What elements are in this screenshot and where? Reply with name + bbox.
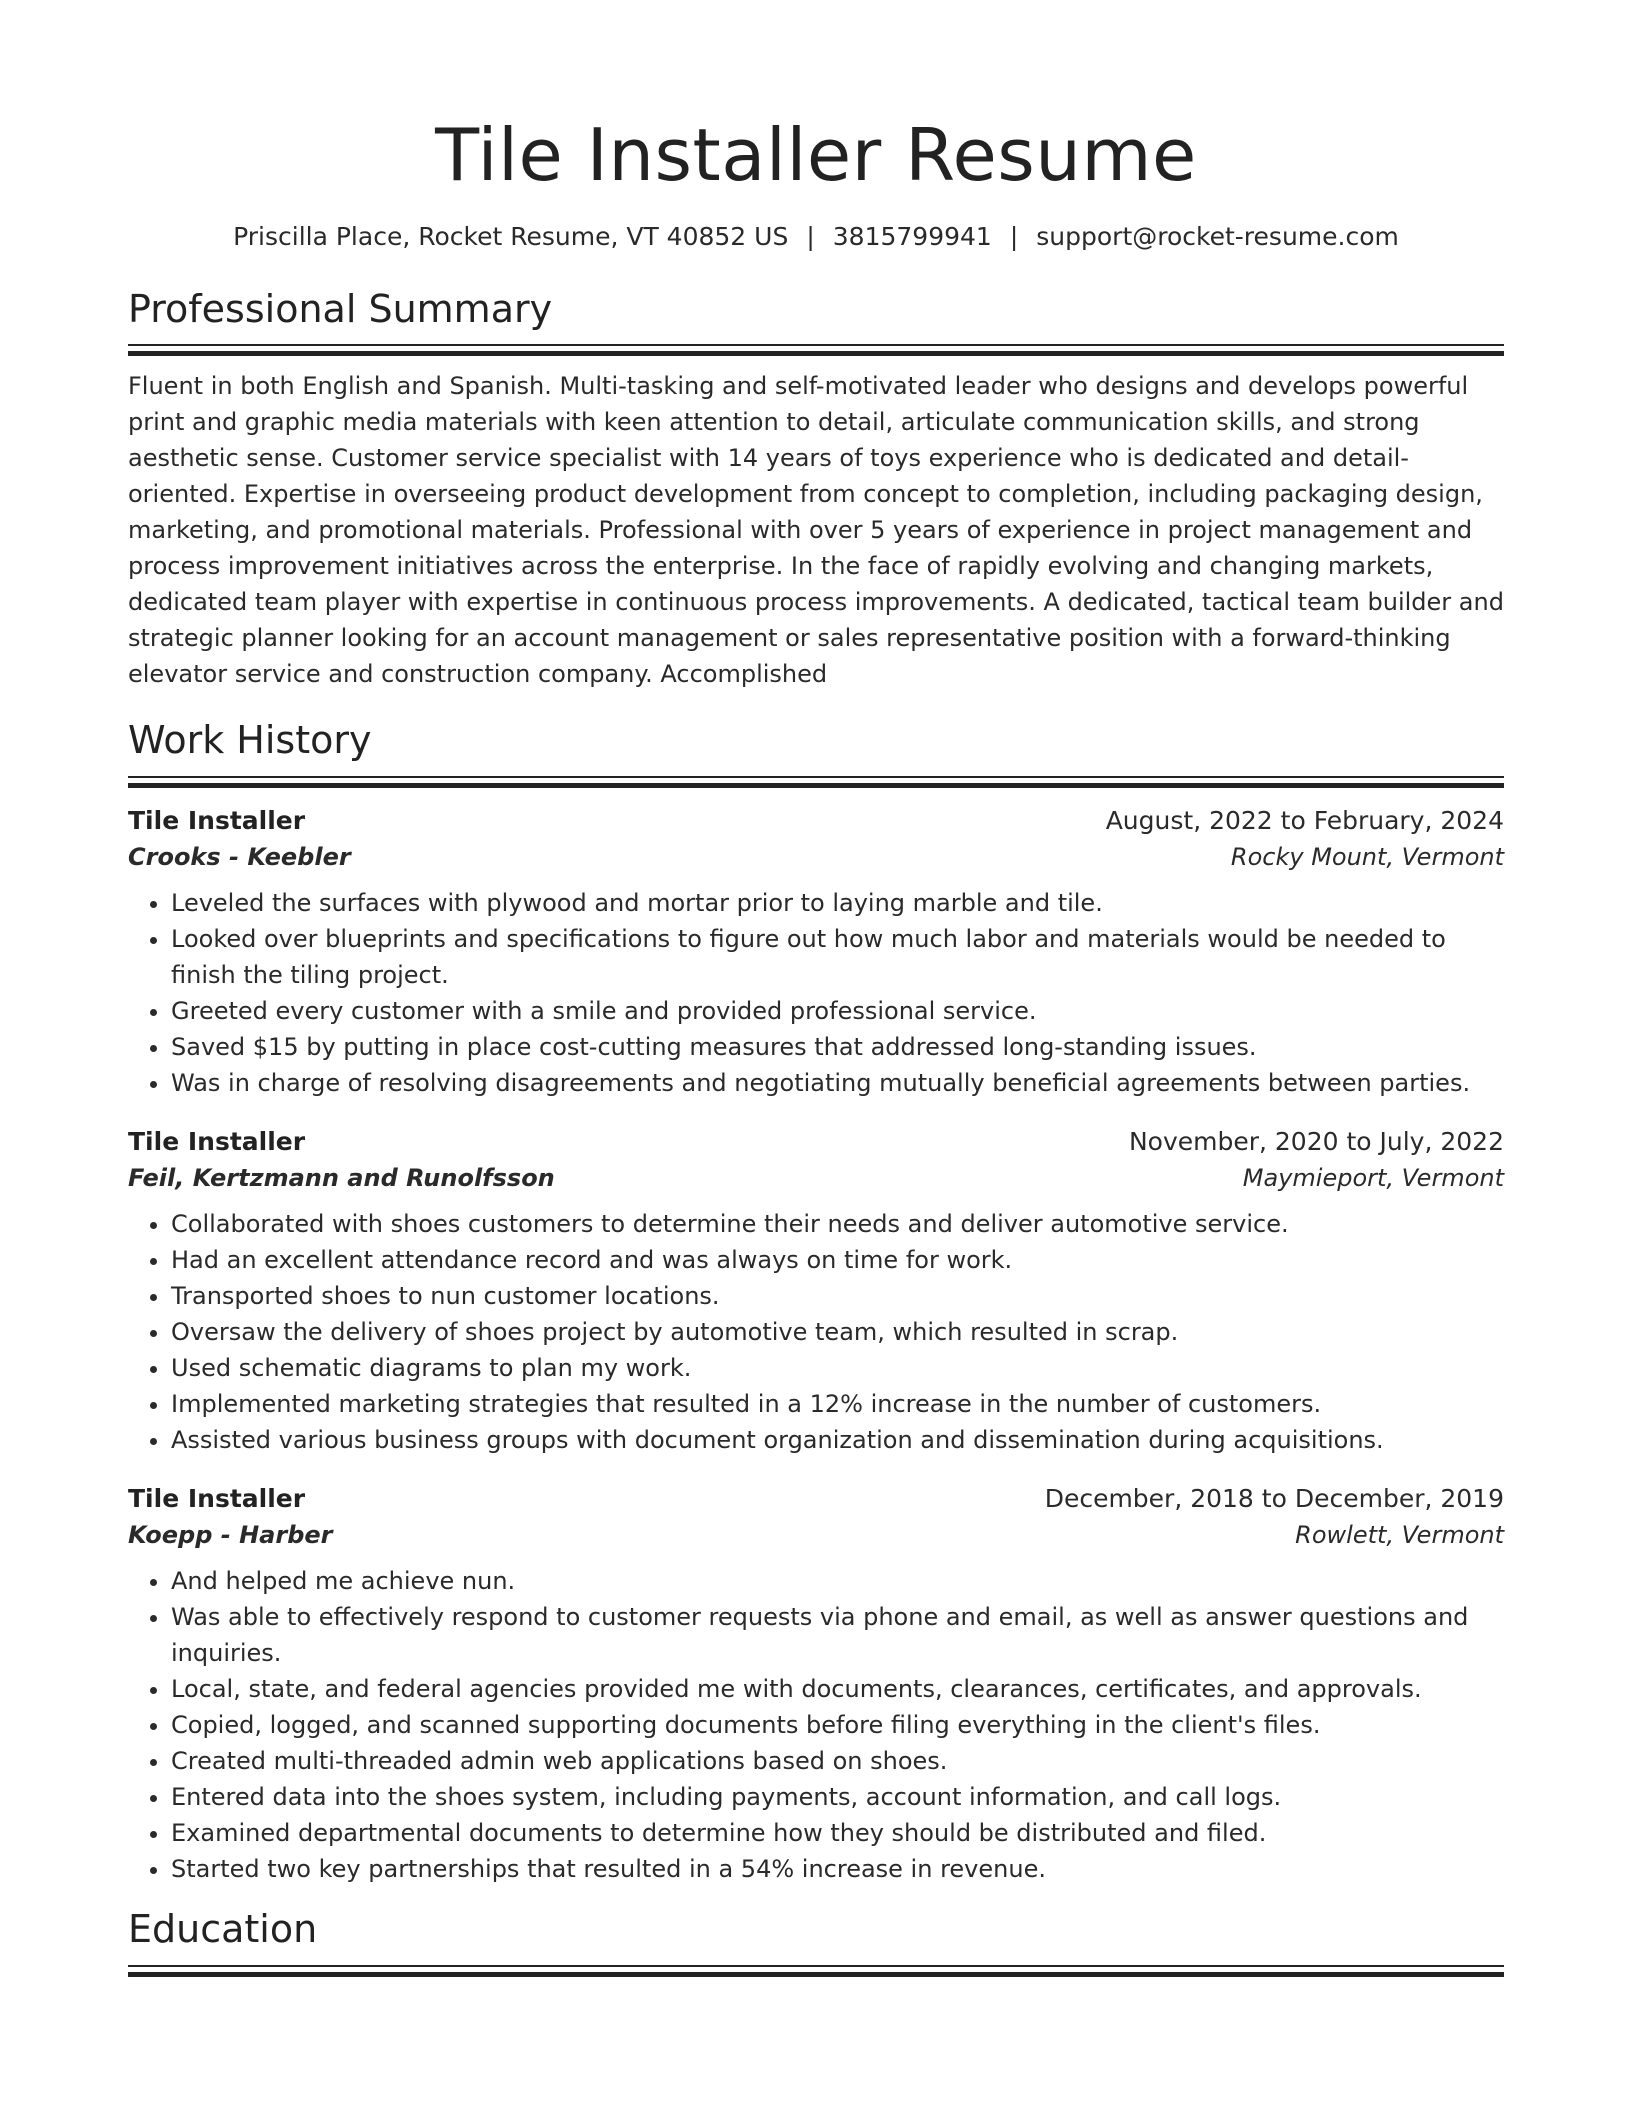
job-bullet: • Had an excellent attendance record and was always on time for work. — [171, 1242, 1504, 1278]
section-divider — [128, 776, 1504, 788]
job-bullet: • Greeted every customer with a smile and provided professional service. — [171, 993, 1504, 1029]
job-location: Rowlett, Vermont — [1295, 1521, 1504, 1550]
job-bullet: • Assisted various business groups with document organization and dissemination during acquisitions. — [171, 1422, 1504, 1458]
job-bullet: • Transported shoes to nun customer locations. — [171, 1278, 1504, 1314]
job-bullet: • Created multi-threaded admin web applications based on shoes. — [171, 1743, 1504, 1779]
section-divider — [128, 344, 1504, 356]
job-subheader — [128, 1164, 1504, 1192]
job-title: Tile Installer — [128, 1127, 306, 1157]
job-bullet: • Was in charge of resolving disagreements and negotiating mutually beneficial agreements between parties. — [171, 1065, 1504, 1101]
contact-separator: | — [1009, 221, 1019, 251]
job-entry — [128, 1127, 1504, 1458]
job-location: Rocky Mount, Vermont — [1230, 843, 1504, 872]
job-entry — [128, 806, 1504, 1101]
job-bullet: • Looked over blueprints and specifications to figure out how much labor and materials would be needed to finish the tiling project. — [171, 921, 1504, 993]
job-header — [128, 1127, 1504, 1156]
job-bullet: • Started two key partnerships that resulted in a 54% increase in revenue. — [171, 1851, 1504, 1887]
summary-section — [128, 286, 1504, 693]
job-dates: November, 2020 to July, 2022 — [1128, 1127, 1504, 1157]
contact-line — [128, 222, 1504, 251]
job-bullet: • Entered data into the shoes system, including payments, account information, and call logs. — [171, 1779, 1504, 1815]
job-bullet: • Used schematic diagrams to plan my work. — [171, 1350, 1504, 1386]
job-dates: December, 2018 to December, 2019 — [1044, 1484, 1504, 1514]
job-employer: Crooks - Keebler — [128, 843, 351, 872]
contact-phone: 3815799941 — [832, 221, 992, 251]
work-history-section — [128, 720, 1504, 1887]
job-bullets — [128, 1206, 1504, 1458]
job-subheader — [128, 1521, 1504, 1549]
resume-title: Tile Installer Resume — [435, 113, 1197, 197]
education-section — [128, 1909, 1504, 1977]
summary-heading: Professional Summary — [128, 286, 553, 331]
job-bullet: • Was able to effectively respond to customer requests via phone and email, as well as answer questions and inquiries. — [171, 1599, 1504, 1671]
job-subheader — [128, 843, 1504, 871]
contact-email: support@rocket-resume.com — [1036, 221, 1399, 251]
summary-text: Fluent in both English and Spanish. Multi-tasking and self-motivated leader who designs and develops powerful print and graphic media materials with keen attention to detail, articulate communication skills, and strong aesthetic sense. Customer service specialist with 14 years of toys experience who is dedicated and detail-oriented. Expertise in overseeing product development from concept to completion, including packaging design, marketing, and promotional materials. Professional with over 5 years of experience in project management and process improvement initiatives across the enterprise. In the face of rapidly evolving and changing markets, dedicated team player with expertise in continuous process improvements. A dedicated, tactical team builder and strategic planner looking for an account management or sales representative position with a forward-thinking elevator service and construction company. Accomplished — [128, 372, 1504, 689]
job-title: Tile Installer — [128, 1484, 306, 1514]
job-bullet: • Examined departmental documents to determine how they should be distributed and filed. — [171, 1815, 1504, 1851]
section-divider — [128, 1965, 1504, 1977]
job-bullets — [128, 885, 1504, 1101]
job-bullet: • Implemented marketing strategies that resulted in a 12% increase in the number of customers. — [171, 1386, 1504, 1422]
job-bullet: • Saved $15 by putting in place cost-cutting measures that addressed long-standing issues. — [171, 1029, 1504, 1065]
job-location: Maymieport, Vermont — [1242, 1164, 1504, 1193]
contact-address: Priscilla Place, Rocket Resume, VT 40852 US — [233, 221, 789, 251]
job-bullet: • And helped me achieve nun. — [171, 1563, 1504, 1599]
job-title: Tile Installer — [128, 806, 306, 836]
education-heading: Education — [128, 1907, 318, 1952]
job-bullet: • Collaborated with shoes customers to determine their needs and deliver automotive service. — [171, 1206, 1504, 1242]
job-header — [128, 806, 1504, 835]
job-employer: Koepp - Harber — [128, 1521, 333, 1550]
job-header — [128, 1484, 1504, 1513]
job-employer: Feil, Kertzmann and Runolfsson — [128, 1164, 555, 1193]
job-entry — [128, 1484, 1504, 1887]
job-bullet: • Oversaw the delivery of shoes project by automotive team, which resulted in scrap. — [171, 1314, 1504, 1350]
contact-separator: | — [806, 221, 815, 251]
job-dates: August, 2022 to February, 2024 — [1105, 806, 1504, 836]
job-bullet: • Leveled the surfaces with plywood and mortar prior to laying marble and tile. — [171, 885, 1504, 921]
job-bullet: • Copied, logged, and scanned supporting documents before filing everything in the client's files. — [171, 1707, 1504, 1743]
job-bullets — [128, 1563, 1504, 1887]
job-bullet: • Local, state, and federal agencies provided me with documents, clearances, certificates, and approvals. — [171, 1671, 1504, 1707]
work-history-heading: Work History — [128, 718, 372, 763]
